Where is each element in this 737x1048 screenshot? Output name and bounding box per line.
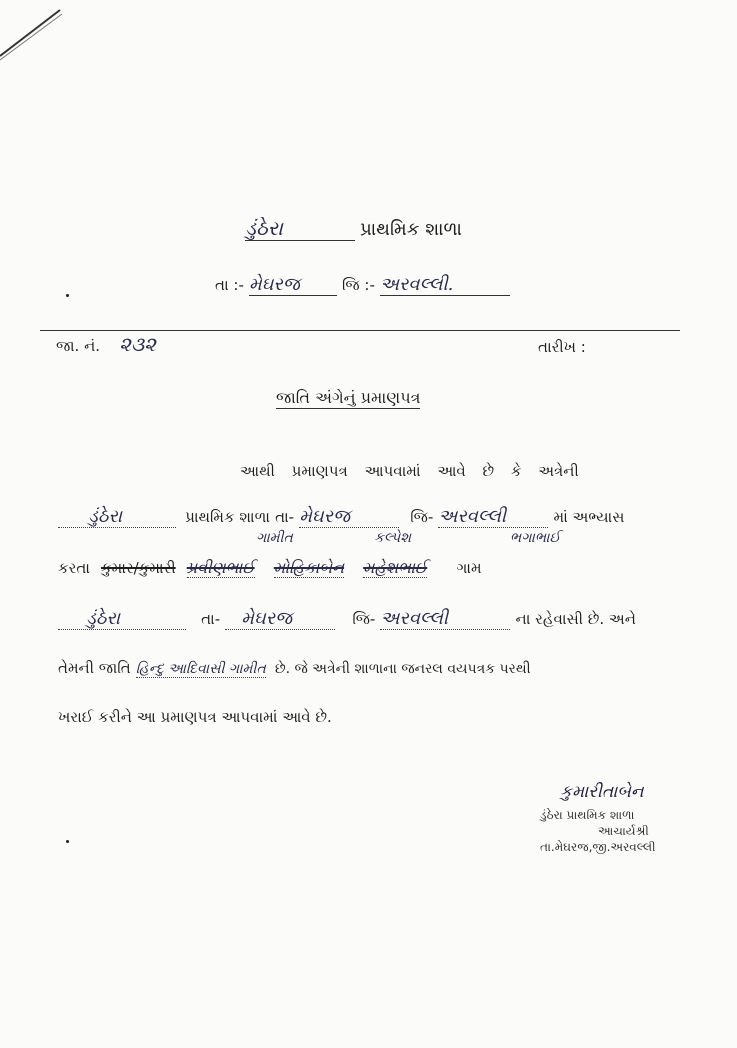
name-above-1: ગામીત bbox=[256, 530, 293, 546]
line4-village-value: ડુંઠેરા bbox=[58, 608, 186, 630]
body-line-3 bbox=[58, 558, 482, 578]
ink-speck bbox=[66, 840, 69, 843]
certificate-title: જાતિ અંગેનું પ્રમાણપત્ર bbox=[276, 388, 421, 407]
line3-struck-title: કુમાર/કુમારી bbox=[101, 559, 176, 577]
ink-speck bbox=[66, 294, 69, 297]
reference-number-value: ૨૩૨ bbox=[119, 332, 156, 356]
body-line-2 bbox=[58, 506, 624, 528]
header-school-label: પ્રાથમિક શાળા bbox=[360, 219, 462, 240]
date-label: તારીખ : bbox=[538, 338, 586, 356]
header-taluka-line bbox=[215, 274, 510, 296]
line3-name-struck-1: પ્રવીણભાઈ bbox=[186, 558, 255, 577]
header-district-prefix: જિ :- bbox=[342, 276, 375, 294]
body-line-6: ખરાઈ કરીને આ પ્રમાણપત્ર આપવામાં આવે છે. bbox=[58, 708, 332, 726]
line4-suffix: ના રહેવાસી છે. અને bbox=[515, 610, 636, 628]
header-school-village: ડુંઠેરા bbox=[245, 216, 355, 241]
line3-name-struck-2: મોહિકાબેન bbox=[273, 558, 345, 577]
reference-number bbox=[56, 332, 156, 356]
line5-suffix: છે. જે અત્રેની શાળાના જનરલ વયપત્રક પરથી bbox=[274, 661, 531, 677]
line2-taluka-value: મેઘરજ bbox=[299, 506, 399, 528]
header-district-value: અરવલ્લી. bbox=[380, 274, 510, 296]
line2-taluka-prefix: તા- bbox=[275, 508, 295, 526]
line5-caste-value: હિન્દુ આદિવાસી ગામીત bbox=[135, 661, 266, 677]
name-above-3: ભગાભાઈ bbox=[510, 530, 561, 546]
line4-district-prefix: જિ- bbox=[352, 610, 376, 628]
line4-taluka-prefix: તા- bbox=[201, 610, 221, 628]
header-taluka-prefix: તા :- bbox=[215, 276, 244, 294]
header-school-line bbox=[245, 216, 462, 241]
name-above-2: કલ્પેશ bbox=[374, 530, 412, 546]
stamp-school-line: ડુંઠેરા પ્રાથમિક શાળા bbox=[540, 808, 635, 822]
reference-number-label: જા. નં. bbox=[56, 337, 101, 355]
body-line-4 bbox=[58, 608, 636, 630]
body-line-1: આથી પ્રમાણપત્ર આપવામાં આવે છે કે અત્રેની bbox=[240, 462, 579, 480]
corner-pen-stroke bbox=[0, 0, 90, 70]
line3-suffix: ગામ bbox=[456, 559, 482, 577]
principal-signature: કુમારીતાબેન bbox=[560, 782, 644, 802]
line2-school-value: ડુંઠેરા bbox=[58, 506, 176, 528]
line2-district-value: અરવલ્લી bbox=[438, 506, 548, 528]
line3-prefix: કરતા bbox=[58, 559, 90, 577]
stamp-principal-line: આચાર્યશ્રી bbox=[598, 824, 649, 838]
header-taluka-value: મેઘરજ bbox=[249, 274, 337, 296]
line2-district-prefix: જિ- bbox=[410, 508, 434, 526]
stamp-address-line: તા.મેઘરજ,જી.અરવલ્લી bbox=[540, 840, 656, 854]
header-divider bbox=[40, 330, 680, 331]
body-line-5 bbox=[58, 658, 531, 677]
line2-suffix: માં અભ્યાસ bbox=[553, 508, 625, 526]
line3-name-struck-3: મહેશભાઈ bbox=[363, 558, 428, 577]
line2-school-label: પ્રાથમિક શાળા bbox=[185, 508, 270, 526]
line4-district-value: અરવલ્લી bbox=[380, 608, 510, 630]
line4-taluka-value: મેઘરજ bbox=[225, 608, 335, 630]
line5-prefix: તેમની જાતિ bbox=[58, 659, 131, 677]
